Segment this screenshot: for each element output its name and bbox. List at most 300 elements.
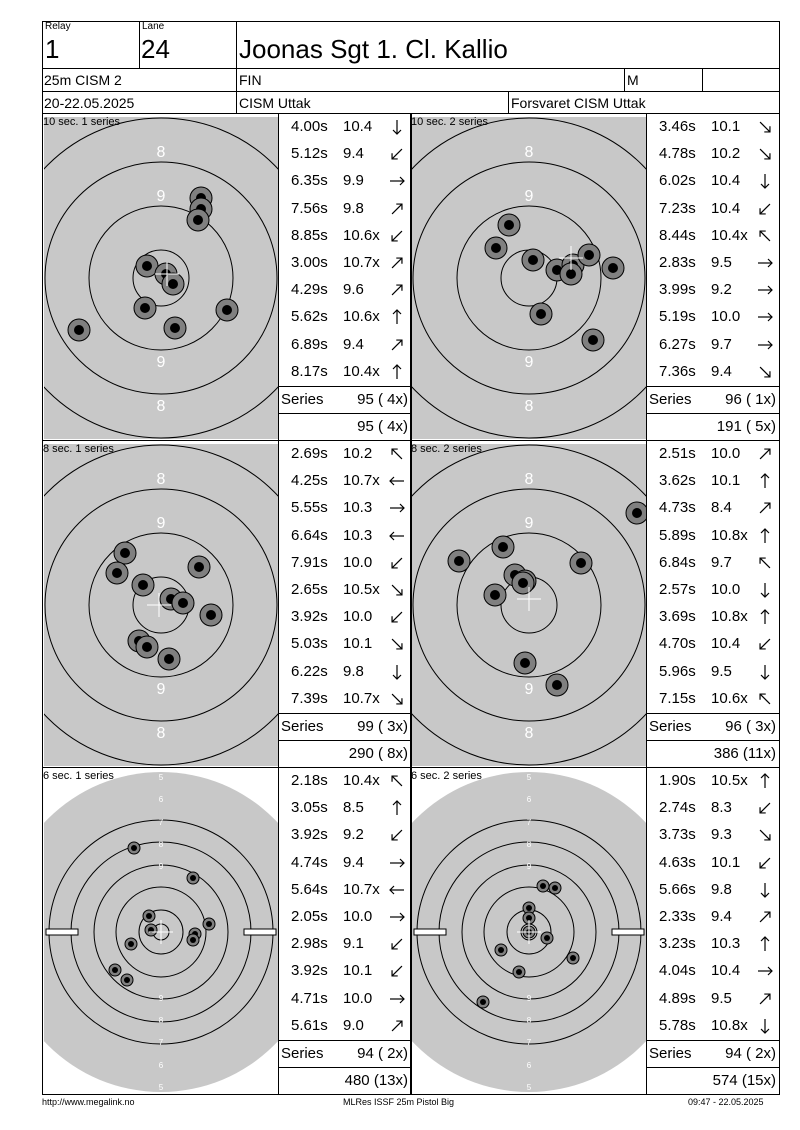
shot-score: 10.1 xyxy=(343,635,373,653)
direction-arrow-icon xyxy=(755,879,775,901)
direction-arrow-icon xyxy=(387,688,407,710)
shot-hit xyxy=(530,303,552,325)
direction-arrow-icon xyxy=(755,552,775,574)
shot-time: 4.29s xyxy=(291,281,328,299)
direction-arrow-icon xyxy=(755,497,775,519)
club: Forsvaret CISM Uttak xyxy=(511,95,646,111)
shot-time: 4.89s xyxy=(659,989,696,1007)
direction-arrow-icon xyxy=(755,906,775,928)
shot-time: 6.89s xyxy=(291,335,328,353)
shot-time: 3.46s xyxy=(659,118,696,135)
shot-row xyxy=(647,958,779,985)
competition: CISM Uttak xyxy=(239,95,311,111)
shot-time: 6.27s xyxy=(659,335,696,353)
shot-hit xyxy=(522,249,544,271)
series-total-row xyxy=(647,713,779,740)
footer-url[interactable]: http://www.megalink.no xyxy=(42,1097,135,1107)
series-panel xyxy=(42,441,412,768)
shot-score: 10.7x xyxy=(343,880,380,898)
shot-time: 7.36s xyxy=(659,362,696,380)
shot-score: 10.4 xyxy=(711,199,741,217)
ring-number: 9 xyxy=(524,681,534,698)
shot-score: 10.0 xyxy=(711,308,741,326)
shot-time: 1.90s xyxy=(659,772,696,789)
direction-arrow-icon xyxy=(755,933,775,955)
shot-time: 3.92s xyxy=(291,826,328,844)
shot-time: 8.85s xyxy=(291,226,328,244)
ring-number: 7 xyxy=(526,1038,532,1047)
shot-row xyxy=(279,141,411,168)
shot-time: 2.57s xyxy=(659,581,696,598)
shot-time: 6.02s xyxy=(659,172,696,190)
shot-score: 10.8x xyxy=(711,1016,748,1034)
shot-score: 10.6x xyxy=(343,226,380,244)
shot-row xyxy=(647,686,779,713)
shot-row xyxy=(647,223,779,250)
shot-time: 7.15s xyxy=(659,689,696,707)
shot-hit xyxy=(187,934,199,946)
series-panel xyxy=(410,768,780,1095)
series-total-row xyxy=(647,386,779,413)
ring-number: 5 xyxy=(526,773,532,782)
direction-arrow-icon xyxy=(387,225,407,247)
lane-value: 24 xyxy=(141,34,170,64)
target-marker xyxy=(46,929,78,935)
shot-row xyxy=(647,523,779,550)
shot-row xyxy=(279,631,411,658)
ring-number: 8 xyxy=(156,725,166,742)
direction-arrow-icon xyxy=(755,443,775,465)
direction-arrow-icon xyxy=(387,824,407,846)
shot-table xyxy=(278,768,412,1095)
shot-row xyxy=(279,359,411,386)
shot-row xyxy=(647,931,779,958)
shot-time: 4.04s xyxy=(659,962,696,980)
shot-time: 3.00s xyxy=(291,254,328,271)
shot-score: 10.7x xyxy=(343,254,380,271)
direction-arrow-icon xyxy=(387,252,407,274)
shot-score: 10.8x xyxy=(711,526,748,544)
shot-row xyxy=(647,795,779,822)
direction-arrow-icon xyxy=(755,988,775,1010)
shot-time: 8.17s xyxy=(291,362,328,380)
shot-time: 2.65s xyxy=(291,581,328,598)
shot-hit xyxy=(477,996,489,1008)
running-total-row xyxy=(647,413,779,440)
direction-arrow-icon xyxy=(387,852,407,874)
shot-score: 10.1 xyxy=(711,472,741,490)
series-title: 6 sec. 2 series xyxy=(411,770,482,782)
shot-score: 10.4 xyxy=(711,635,741,653)
series-total-value: 94 ( 2x) xyxy=(357,1045,408,1062)
shot-table xyxy=(278,114,412,441)
header-divider xyxy=(508,91,509,114)
series-title: 10 sec. 1 series xyxy=(43,116,121,128)
panel-border xyxy=(42,441,43,768)
series-total-value: 96 ( 1x) xyxy=(725,391,776,408)
shot-hit xyxy=(537,880,549,892)
shot-time: 4.71s xyxy=(291,989,328,1007)
series-title: 10 sec. 2 series xyxy=(411,116,489,128)
shot-row xyxy=(647,250,779,277)
running-total-value: 191 ( 5x) xyxy=(716,418,776,435)
shot-score: 10.5x xyxy=(343,581,380,598)
ring-number: 9 xyxy=(156,515,166,532)
shot-score: 10.4x xyxy=(343,362,380,380)
shot-hit xyxy=(188,556,210,578)
shot-hit xyxy=(626,502,646,524)
shot-row xyxy=(647,141,779,168)
shot-hit xyxy=(495,944,507,956)
shot-hit xyxy=(541,932,553,944)
shot-time: 4.74s xyxy=(291,853,328,871)
direction-arrow-icon xyxy=(387,279,407,301)
direction-arrow-icon xyxy=(387,906,407,928)
direction-arrow-icon xyxy=(755,606,775,628)
shot-score: 10.4 xyxy=(711,962,741,980)
shot-time: 5.55s xyxy=(291,499,328,517)
shot-time: 7.56s xyxy=(291,199,328,217)
shot-time: 4.78s xyxy=(659,145,696,163)
direction-arrow-icon xyxy=(387,306,407,328)
shot-time: 6.22s xyxy=(291,662,328,680)
shot-time: 7.23s xyxy=(659,199,696,217)
panel-border xyxy=(410,1094,780,1095)
running-total-row xyxy=(647,1067,779,1094)
shot-score: 10.1 xyxy=(711,853,741,871)
ring-number: 9 xyxy=(156,354,166,371)
panel-border xyxy=(410,441,411,768)
shot-hit xyxy=(549,882,561,894)
shot-hit xyxy=(582,329,604,351)
shot-row xyxy=(279,332,411,359)
shot-time: 4.73s xyxy=(659,499,696,517)
series-total-value: 95 ( 4x) xyxy=(357,391,408,408)
series-total-row xyxy=(279,713,411,740)
shot-hit xyxy=(128,842,140,854)
header-divider xyxy=(139,21,140,68)
shot-score: 9.2 xyxy=(343,826,364,844)
ring-number: 5 xyxy=(158,1083,164,1092)
shot-row xyxy=(279,304,411,331)
lane-label: Lane xyxy=(142,21,165,32)
target-plot xyxy=(412,771,646,1093)
direction-arrow-icon xyxy=(755,198,775,220)
shot-row xyxy=(279,768,411,795)
direction-arrow-icon xyxy=(387,116,407,138)
direction-arrow-icon xyxy=(387,633,407,655)
panel-border xyxy=(410,768,411,1095)
shot-time: 2.83s xyxy=(659,254,696,271)
shot-time: 5.96s xyxy=(659,662,696,680)
direction-arrow-icon xyxy=(755,525,775,547)
running-total-row xyxy=(279,413,411,440)
shot-hit xyxy=(134,297,156,319)
shot-row xyxy=(647,495,779,522)
shot-row xyxy=(647,468,779,495)
shot-hit xyxy=(106,562,128,584)
shot-row xyxy=(647,304,779,331)
shot-score: 9.5 xyxy=(711,662,732,680)
ring-number: 6 xyxy=(158,795,164,804)
shot-table xyxy=(646,768,780,1095)
shot-score: 9.4 xyxy=(711,362,732,380)
footer-software: MLRes ISSF 25m Pistol Big xyxy=(343,1097,455,1107)
shot-time: 2.18s xyxy=(291,772,328,789)
shot-score: 9.1 xyxy=(343,935,364,953)
shot-table xyxy=(646,441,780,768)
ring-number: 8 xyxy=(158,840,164,849)
shot-row xyxy=(647,877,779,904)
series-title: 8 sec. 2 series xyxy=(411,443,482,455)
shot-row xyxy=(279,577,411,604)
direction-arrow-icon xyxy=(755,279,775,301)
direction-arrow-icon xyxy=(387,661,407,683)
shot-score: 10.4x xyxy=(343,772,380,789)
ring-number: 9 xyxy=(156,188,166,205)
shot-hit xyxy=(567,952,579,964)
shot-row xyxy=(647,550,779,577)
shot-row xyxy=(279,523,411,550)
shot-score: 10.0 xyxy=(711,581,741,598)
ring-number: 8 xyxy=(156,144,166,161)
shot-score: 9.5 xyxy=(711,989,732,1007)
direction-arrow-icon xyxy=(387,470,407,492)
shot-hit xyxy=(578,244,600,266)
ring-number: 8 xyxy=(524,144,534,161)
shot-time: 5.66s xyxy=(659,880,696,898)
shot-hit xyxy=(121,974,133,986)
direction-arrow-icon xyxy=(387,170,407,192)
shot-row xyxy=(647,850,779,877)
target-plot xyxy=(44,771,278,1093)
shot-time: 3.92s xyxy=(291,608,328,626)
shot-hit xyxy=(485,237,507,259)
relay-value: 1 xyxy=(45,34,60,64)
shot-row xyxy=(279,986,411,1013)
running-total-row xyxy=(647,740,779,767)
shot-row xyxy=(279,795,411,822)
shot-score: 9.4 xyxy=(343,145,364,163)
shot-hit xyxy=(125,938,137,950)
direction-arrow-icon xyxy=(755,116,775,138)
ring-number: 8 xyxy=(526,840,532,849)
shot-hit xyxy=(546,674,568,696)
ring-number: 9 xyxy=(526,862,532,871)
target-plot xyxy=(412,444,646,766)
shot-row xyxy=(647,441,779,468)
shot-score: 10.7x xyxy=(343,472,380,490)
shot-hit xyxy=(602,257,624,279)
shot-score: 10.4 xyxy=(343,118,373,135)
ring-number: 9 xyxy=(526,994,532,1003)
shot-hit xyxy=(200,604,222,626)
shot-time: 2.51s xyxy=(659,445,696,462)
shot-time: 3.73s xyxy=(659,826,696,844)
header-divider xyxy=(42,91,780,92)
nation: FIN xyxy=(239,72,262,88)
direction-arrow-icon xyxy=(755,688,775,710)
ring-number: 7 xyxy=(526,818,532,827)
header-divider xyxy=(624,68,625,91)
series-total-value: 99 ( 3x) xyxy=(357,718,408,735)
shot-hit xyxy=(172,592,194,614)
shot-score: 10.3 xyxy=(343,526,373,544)
shot-score: 9.3 xyxy=(711,826,732,844)
dates: 20-22.05.2025 xyxy=(44,95,135,111)
shot-row xyxy=(647,1013,779,1040)
shot-time: 2.33s xyxy=(659,908,696,925)
shot-score: 9.8 xyxy=(343,199,364,217)
shot-time: 3.62s xyxy=(659,472,696,490)
shot-row xyxy=(279,441,411,468)
shot-row xyxy=(279,850,411,877)
ring-number: 9 xyxy=(524,188,534,205)
shot-score: 10.4 xyxy=(711,172,741,190)
shot-row xyxy=(279,958,411,985)
direction-arrow-icon xyxy=(387,361,407,383)
shot-time: 4.25s xyxy=(291,472,328,490)
shot-row xyxy=(279,468,411,495)
direction-arrow-icon xyxy=(755,661,775,683)
shot-time: 3.99s xyxy=(659,281,696,299)
shot-score: 8.5 xyxy=(343,799,364,817)
shot-row xyxy=(279,277,411,304)
shot-score: 10.2 xyxy=(343,445,373,462)
header-divider xyxy=(236,21,237,114)
shot-hit xyxy=(484,584,506,606)
running-total-row xyxy=(279,1067,411,1094)
header-divider xyxy=(702,68,703,91)
shot-hit xyxy=(187,209,209,231)
shot-time: 5.89s xyxy=(659,526,696,544)
shot-hit xyxy=(570,552,592,574)
shot-row xyxy=(647,659,779,686)
shot-score: 10.7x xyxy=(343,689,380,707)
ring-number: 6 xyxy=(526,1061,532,1070)
shot-table xyxy=(646,114,780,441)
shot-row xyxy=(647,332,779,359)
target-plot xyxy=(44,117,278,439)
shot-time: 5.62s xyxy=(291,308,328,326)
shot-score: 10.3 xyxy=(711,935,741,953)
shot-row xyxy=(647,604,779,631)
shot-table xyxy=(278,441,412,768)
shot-time: 5.19s xyxy=(659,308,696,326)
ring-number: 9 xyxy=(158,994,164,1003)
shot-hit xyxy=(492,536,514,558)
running-total-value: 480 (13x) xyxy=(344,1072,408,1089)
panel-border xyxy=(42,768,43,1095)
shot-score: 10.2 xyxy=(711,145,741,163)
direction-arrow-icon xyxy=(755,143,775,165)
shot-time: 5.61s xyxy=(291,1016,328,1034)
direction-arrow-icon xyxy=(755,633,775,655)
shot-hit xyxy=(187,872,199,884)
shot-time: 7.91s xyxy=(291,553,328,571)
series-total-row xyxy=(279,386,411,413)
shot-score: 9.0 xyxy=(343,1016,364,1034)
shot-time: 2.05s xyxy=(291,908,328,925)
direction-arrow-icon xyxy=(387,579,407,601)
shot-time: 8.44s xyxy=(659,226,696,244)
direction-arrow-icon xyxy=(387,552,407,574)
shot-row xyxy=(279,550,411,577)
series-total-row xyxy=(279,1040,411,1067)
shot-score: 10.3 xyxy=(343,499,373,517)
series-title: 8 sec. 1 series xyxy=(43,443,114,455)
shot-row xyxy=(279,223,411,250)
event-name: 25m CISM 2 xyxy=(44,72,122,88)
shot-score: 10.6x xyxy=(711,689,748,707)
shot-time: 3.23s xyxy=(659,935,696,953)
panel-border xyxy=(410,114,411,441)
ring-number: 9 xyxy=(156,681,166,698)
shot-row xyxy=(647,114,779,141)
direction-arrow-icon xyxy=(387,497,407,519)
shot-time: 2.69s xyxy=(291,445,328,462)
series-total-row xyxy=(647,1040,779,1067)
shot-row xyxy=(647,359,779,386)
shot-score: 9.4 xyxy=(343,853,364,871)
shot-time: 2.74s xyxy=(659,799,696,817)
ring-number: 8 xyxy=(156,471,166,488)
direction-arrow-icon xyxy=(755,824,775,846)
direction-arrow-icon xyxy=(387,198,407,220)
shot-time: 4.00s xyxy=(291,118,328,135)
series-panel xyxy=(42,768,412,1095)
shot-row xyxy=(647,168,779,195)
shot-hit xyxy=(158,648,180,670)
shot-row xyxy=(647,196,779,223)
direction-arrow-icon xyxy=(387,797,407,819)
series-total-label: Series xyxy=(649,718,692,735)
direction-arrow-icon xyxy=(755,852,775,874)
series-total-label: Series xyxy=(281,391,324,408)
direction-arrow-icon xyxy=(387,1015,407,1037)
target-marker xyxy=(414,929,446,935)
shot-time: 6.35s xyxy=(291,172,328,190)
shooter-name: Joonas Sgt 1. Cl. Kallio xyxy=(239,34,508,64)
shot-row xyxy=(647,277,779,304)
ring-number: 8 xyxy=(524,725,534,742)
shot-score: 10.0 xyxy=(343,553,373,571)
direction-arrow-icon xyxy=(387,988,407,1010)
shot-hit xyxy=(448,550,470,572)
shot-time: 3.05s xyxy=(291,799,328,817)
shot-time: 5.78s xyxy=(659,1016,696,1034)
direction-arrow-icon xyxy=(755,797,775,819)
target-plot xyxy=(44,444,278,766)
ring-number: 5 xyxy=(158,773,164,782)
running-total-value: 574 (15x) xyxy=(712,1072,776,1089)
shot-hit xyxy=(498,214,520,236)
direction-arrow-icon xyxy=(387,334,407,356)
shot-row xyxy=(279,196,411,223)
shot-hit xyxy=(164,317,186,339)
footer-timestamp: 09:47 - 22.05.2025 xyxy=(688,1097,764,1107)
running-total-row xyxy=(279,740,411,767)
shot-score: 9.4 xyxy=(343,335,364,353)
direction-arrow-icon xyxy=(387,143,407,165)
shot-time: 4.63s xyxy=(659,853,696,871)
shot-hit xyxy=(114,542,136,564)
shot-row xyxy=(279,904,411,931)
shot-row xyxy=(279,822,411,849)
series-total-label: Series xyxy=(281,718,324,735)
direction-arrow-icon xyxy=(755,334,775,356)
shot-time: 6.64s xyxy=(291,526,328,544)
